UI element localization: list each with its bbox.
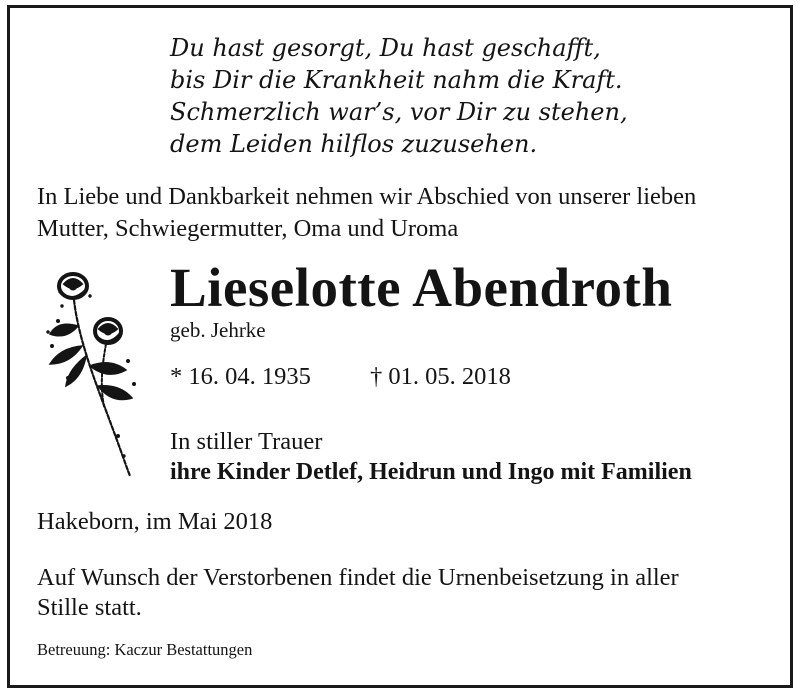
life-dates bbox=[170, 363, 511, 391]
rose-bloom-top bbox=[59, 274, 87, 298]
notice-line-1: Auf Wunsch der Verstorbenen findet die Urnenbeisetzung in aller bbox=[37, 564, 679, 591]
undertaker-credit: Betreuung: Kaczur Bestattungen bbox=[37, 640, 253, 659]
death-date: † 01. 05. 2018 bbox=[370, 363, 511, 390]
intro-line-2: Mutter, Schwiegermutter, Oma und Uroma bbox=[37, 215, 459, 242]
mourning-line: In stiller Trauer bbox=[170, 428, 323, 455]
poem-line-3: Schmerzlich war’s, vor Dir zu stehen, bbox=[170, 98, 628, 126]
poem-line-4: dem Leiden hilflos zuzusehen. bbox=[170, 130, 538, 158]
obituary-frame bbox=[7, 5, 793, 688]
rose-bloom-bottom bbox=[95, 319, 121, 343]
mourners-names: ihre Kinder Detlef, Heidrun und Ingo mit Familien bbox=[170, 459, 692, 485]
notice-line-2: Stille statt. bbox=[37, 594, 142, 621]
birth-date: * 16. 04. 1935 bbox=[170, 363, 311, 390]
burial-notice bbox=[37, 563, 782, 623]
deceased-name: Lieselotte Abendroth bbox=[170, 257, 673, 318]
intro-line-1: In Liebe und Dankbarkeit nehmen wir Abschied von unserer lieben bbox=[37, 183, 697, 210]
poem-line-2: bis Dir die Krankheit nahm die Kraft. bbox=[170, 66, 623, 94]
maiden-name: geb. Jehrke bbox=[170, 318, 266, 342]
poem-line-1: Du hast gesorgt, Du hast geschafft, bbox=[170, 34, 601, 62]
place-date: Hakeborn, im Mai 2018 bbox=[37, 508, 273, 535]
intro-text bbox=[37, 181, 777, 245]
rose-icon bbox=[38, 266, 148, 486]
poem bbox=[170, 32, 730, 160]
